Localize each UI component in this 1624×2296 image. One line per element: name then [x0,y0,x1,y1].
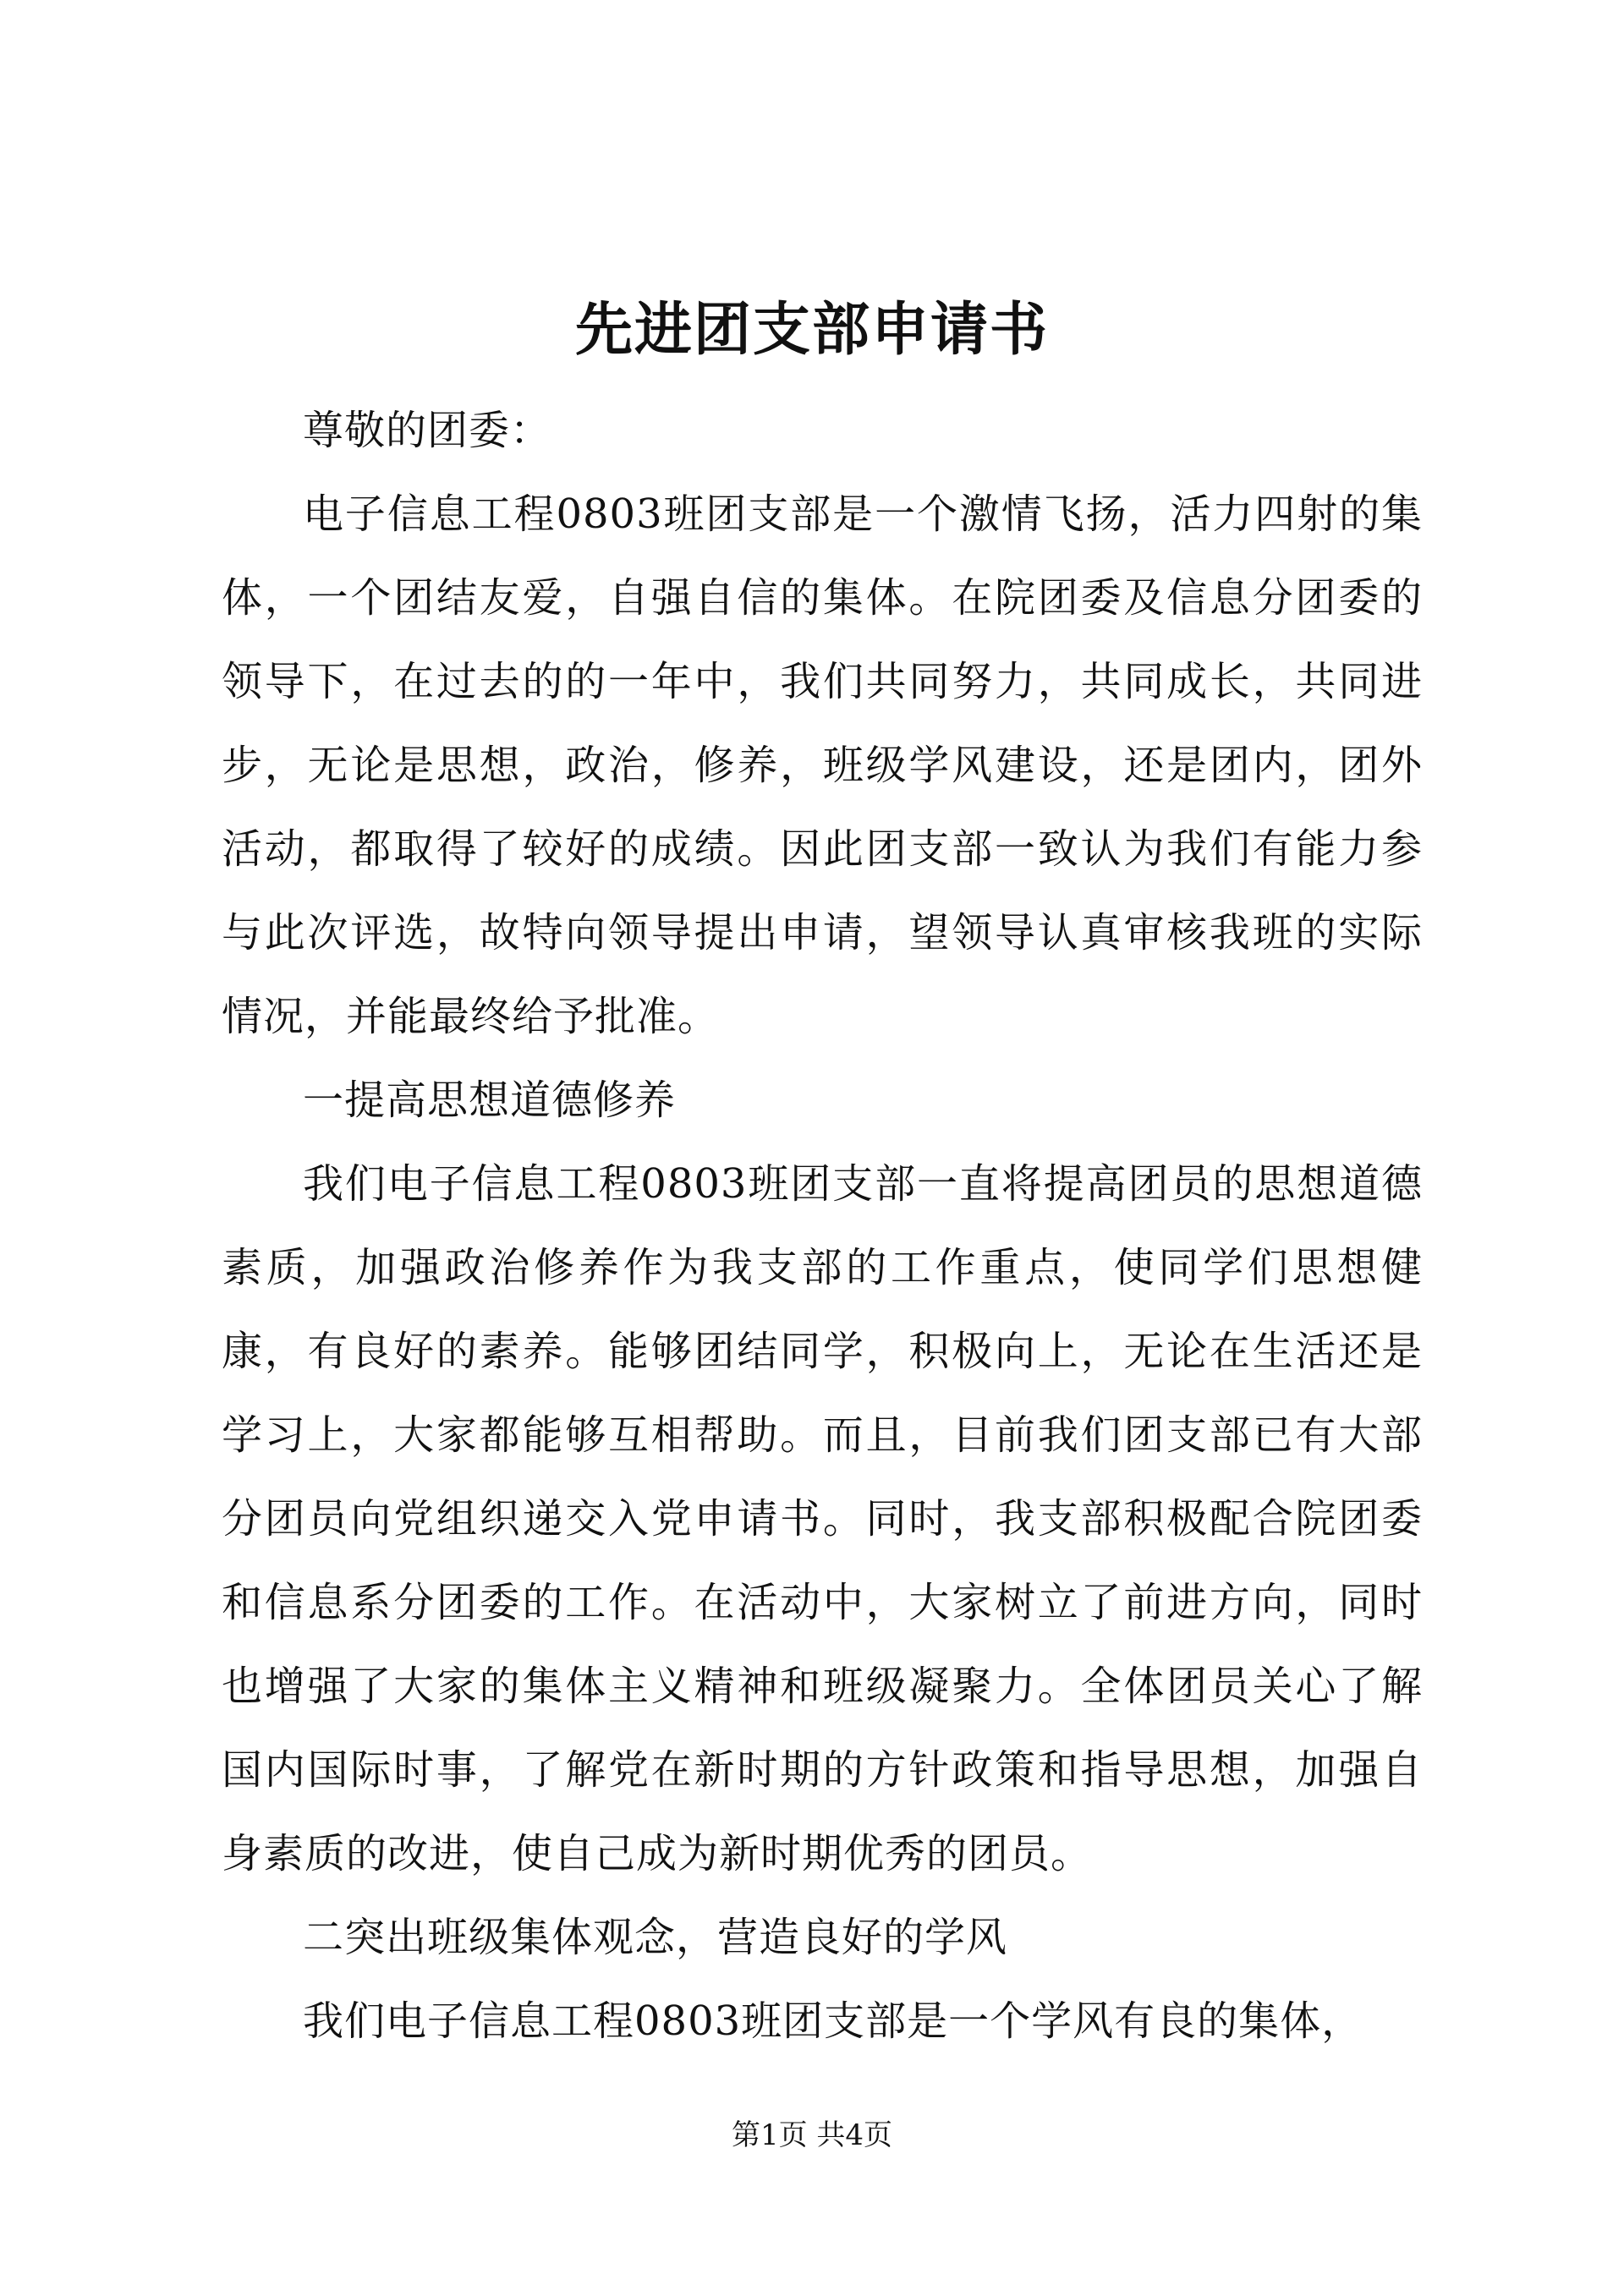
page-footer: 第1页 共4页 [731,2118,893,2152]
section-heading-1: 一提高思想道德修养 [303,1077,677,1124]
section-paragraph-1: 我们电子信息工程0803班团支部一直将提高团员的思想道德素质，加强政治修养作为我支部的工作重点，使同学们思想健康，有良好的素养。能够团结同学，积极向上，无论在生活还是学习上，大家都能够互相帮助。而且，目前我们团支部已有大部分团员向党组织递交入党申请书。同时，我支部积极配合院团委和信息系分团委的工作。在活动中，大家树立了前进方向，同时也增强了大家的集体主义精神和班级凝聚力。全体团员关心了解国内国际时事，了解党在新时期的方针政策和指导思想，加强自身素质的改进，使自己成为新时期优秀的团员。 [222,1160,1423,1877]
page-title: 先进团支部申请书 [574,296,1049,364]
salutation: 尊敬的团委： [303,407,552,454]
section-heading-2: 二突出班级集体观念，营造良好的学风 [303,1914,1008,1961]
intro-paragraph: 电子信息工程0803班团支部是一个激情飞扬，活力四射的集体，一个团结友爱，自强自信的集体。在院团委及信息分团委的领导下，在过去的的一年中，我们共同努力，共同成长，共同进步，无论是思想，政治，修养，班级学风建设，还是团内，团外活动，都取得了较好的成绩。因此团支部一致认为我们有能力参与此次评选，故特向领导提出申请，望领导认真审核我班的实际情况，并能最终给予批准。 [222,490,1423,1040]
section-paragraph-2: 我们电子信息工程0803班团支部是一个学风有良的集体， [303,1997,1363,2045]
document-body [222,389,1423,2063]
